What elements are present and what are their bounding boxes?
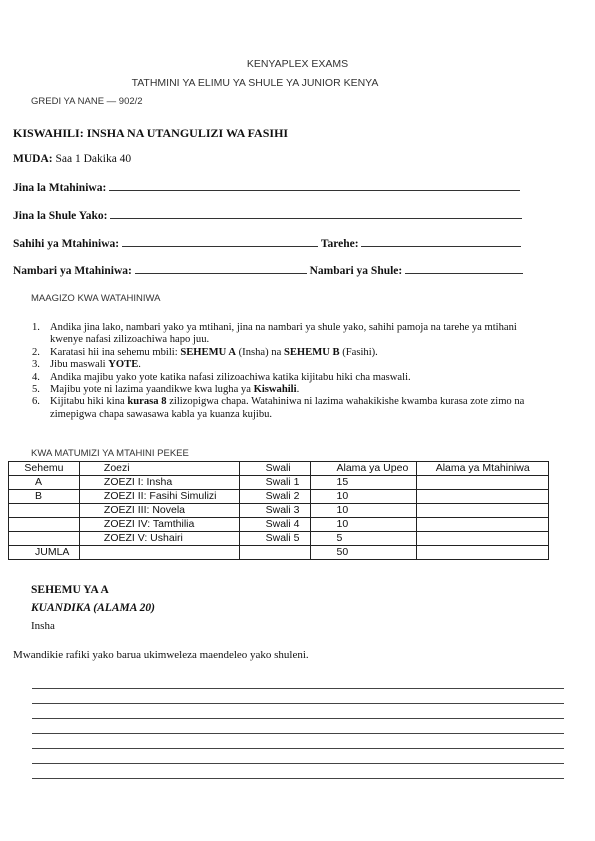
answer-line[interactable] bbox=[32, 703, 564, 704]
answer-line[interactable] bbox=[32, 718, 564, 719]
answer-line[interactable] bbox=[32, 748, 564, 749]
instructions-heading: MAAGIZO KWA WATAHINIWA bbox=[31, 293, 161, 304]
instruction-item: 1. Andika jina lako, nambari yako ya mtihani, jina na nambari ya shule yako, sahihi pamoja na tarehe ya mtihani kwenye nafasi zilizoachiwa hapo juu. bbox=[32, 322, 517, 346]
numbers-row bbox=[13, 263, 553, 277]
signature-field[interactable] bbox=[122, 236, 318, 247]
header-sehemu: Sehemu bbox=[9, 462, 80, 476]
table-row: ZOEZI V: Ushairi Swali 5 5 bbox=[9, 532, 549, 546]
answer-line[interactable] bbox=[32, 688, 564, 689]
grade-code: GREDI YA NANE — 902/2 bbox=[31, 96, 143, 107]
school-number-field[interactable] bbox=[405, 263, 523, 274]
candidate-number-label: Nambari ya Mtahiniwa: bbox=[13, 265, 132, 277]
candidate-score-cell[interactable] bbox=[417, 504, 549, 518]
candidate-score-cell[interactable] bbox=[417, 476, 549, 490]
date-label: Tarehe: bbox=[320, 238, 359, 250]
candidate-number-field[interactable] bbox=[135, 263, 307, 274]
answer-line[interactable] bbox=[32, 763, 564, 764]
header-zoezi: Zoezi bbox=[79, 462, 239, 476]
instruction-item: 4. Andika majibu yako yote katika nafasi zilizoachiwa katika kijitabu hiki cha maswali. bbox=[32, 371, 411, 383]
marks-table bbox=[8, 461, 549, 560]
date-field[interactable] bbox=[361, 236, 521, 247]
answer-line[interactable] bbox=[32, 778, 564, 779]
candidate-score-cell[interactable] bbox=[417, 518, 549, 532]
table-row: ZOEZI IV: Tamthilia Swali 4 10 bbox=[9, 518, 549, 532]
marks-table-caption: KWA MATUMIZI YA MTAHINI PEKEE bbox=[31, 448, 189, 459]
instruction-item: 3. Jibu maswali YOTE. bbox=[32, 359, 141, 371]
answer-line[interactable] bbox=[32, 733, 564, 734]
candidate-total-cell[interactable] bbox=[417, 546, 549, 560]
header-alama-mtahiniwa: Alama ya Mtahiniwa bbox=[417, 462, 549, 476]
school-name-row bbox=[13, 208, 538, 222]
table-row-total: JUMLA 50 bbox=[9, 546, 549, 560]
subject-title: KISWAHILI: INSHA NA UTANGULIZI WA FASIHI bbox=[13, 126, 289, 140]
candidate-name-label: Jina la Mtahiniwa: bbox=[13, 182, 107, 194]
candidate-score-cell[interactable] bbox=[417, 532, 549, 546]
candidate-name-field[interactable] bbox=[109, 180, 520, 191]
signature-date-row bbox=[13, 236, 553, 250]
table-row: B ZOEZI II: Fasihi Simulizi Swali 2 10 bbox=[9, 490, 549, 504]
candidate-score-cell[interactable] bbox=[417, 490, 549, 504]
header-alama-upeo: Alama ya Upeo bbox=[310, 462, 417, 476]
section-a-subtitle: KUANDIKA (ALAMA 20) bbox=[31, 602, 155, 614]
school-name-label: Jina la Shule Yako: bbox=[13, 210, 108, 222]
duration-value: Saa 1 Dakika 40 bbox=[55, 153, 132, 165]
instructions-list bbox=[30, 322, 550, 421]
marks-table-header-row bbox=[9, 462, 549, 476]
duration-label: MUDA: bbox=[13, 153, 53, 165]
school-number-label: Nambari ya Shule: bbox=[309, 265, 403, 277]
instruction-item: 5. Majibu yote ni lazima yaandikwe kwa lugha ya Kiswahili. bbox=[32, 384, 300, 396]
section-a-title: SEHEMU YA A bbox=[31, 584, 109, 596]
assessment-title: TATHMINI YA ELIMU YA SHULE YA JUNIOR KENYA bbox=[131, 77, 379, 89]
section-a-topic: Insha bbox=[31, 620, 55, 632]
school-name-field[interactable] bbox=[110, 208, 522, 219]
signature-label: Sahihi ya Mtahiniwa: bbox=[13, 238, 120, 250]
table-row: A ZOEZI I: Insha Swali 1 15 bbox=[9, 476, 549, 490]
header-swali: Swali bbox=[239, 462, 310, 476]
instruction-item: 6. Kijitabu hiki kina kurasa 8 zilizopigwa chapa. Watahiniwa ni lazima wahakikishe kwamba kurasa zote zimo na zimepigwa chapa sawasawa kabla ya kuanza kujibu. bbox=[32, 396, 525, 420]
candidate-name-row bbox=[13, 180, 533, 194]
instruction-item: 2. Karatasi hii ina sehemu mbili: SEHEMU A (Insha) na SEHEMU B (Fasihi). bbox=[32, 346, 378, 358]
essay-prompt: Mwandikie rafiki yako barua ukimweleza maendeleo yako shuleni. bbox=[13, 649, 309, 661]
table-row: ZOEZI III: Novela Swali 3 10 bbox=[9, 504, 549, 518]
duration-line bbox=[13, 153, 131, 165]
exam-body-title: KENYAPLEX EXAMS bbox=[246, 58, 349, 70]
